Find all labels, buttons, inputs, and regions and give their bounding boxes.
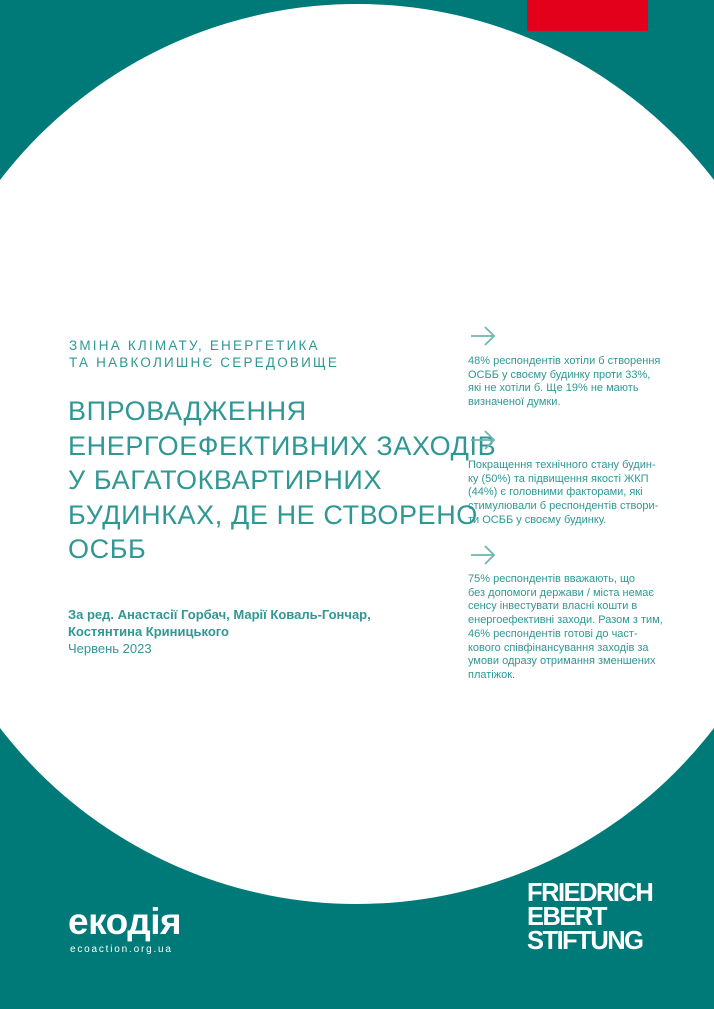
ekodia-logo	[68, 902, 181, 956]
fes-logo-line: STIFTUNG	[527, 927, 643, 955]
ekodia-wordmark: екодія	[68, 901, 182, 942]
arrow-right-icon	[470, 326, 496, 346]
key-point-line: ОСББ у своєму будинку проти 33%,	[468, 368, 651, 381]
key-point-3	[468, 573, 663, 683]
authors-line: Костянтина Криницького	[68, 624, 229, 639]
arrow-right-icon	[470, 430, 496, 450]
red-tab-decoration	[527, 0, 648, 31]
key-point-line: ку (50%) та підвищення якості ЖКП	[468, 472, 649, 485]
report-title	[68, 394, 497, 567]
fes-logo-line: EBERT	[527, 903, 606, 931]
ekodia-url: ecoaction.org.ua	[70, 944, 173, 955]
title-line: У БАГАТОКВАРТИРНИХ	[68, 465, 383, 495]
key-point-1	[468, 355, 660, 410]
key-point-2	[468, 459, 658, 528]
arrow-right-icon	[470, 545, 496, 565]
fes-logo	[527, 881, 652, 953]
key-point-line: умови одразу отримання зменшених	[468, 655, 656, 668]
fes-logo-line: FRIEDRICH	[527, 879, 653, 907]
key-point-line: визначеної думки.	[468, 396, 561, 409]
key-point-line: Покращення технічного стану будин-	[468, 459, 656, 471]
title-line: ОСББ	[68, 534, 147, 564]
key-point-line: стимулювали б респондентів створи-	[468, 500, 659, 513]
key-point-line: сенсу інвестувати власні кошти в	[468, 600, 638, 613]
authors	[68, 606, 371, 640]
key-point-line: 46% респондентів готові до част-	[468, 627, 638, 640]
series-line: ТА НАВКОЛИШНЄ СЕРЕДОВИЩЕ	[69, 355, 340, 370]
key-point-line: кового співфінансування заходів за	[468, 641, 649, 654]
key-point-line: енергоефективні заходи. Разом з тим,	[468, 614, 663, 627]
key-point-line: 48% респондентів хотіли б створення	[468, 355, 661, 367]
series-label	[69, 337, 339, 371]
key-point-line: 75% респондентів вважають, що	[468, 573, 636, 585]
key-point-line: які не хотіли б. Ще 19% не мають	[468, 382, 639, 395]
key-point-line: (44%) є головними факторами, які	[468, 486, 643, 499]
authors-line: За ред. Анастасії Горбач, Марії Коваль-Гончар,	[68, 607, 371, 622]
key-point-line: без допомоги держави / міста немає	[468, 586, 655, 599]
publication-date: Червень 2023	[68, 641, 152, 656]
series-line: ЗМІНА КЛІМАТУ, ЕНЕРГЕТИКА	[69, 338, 320, 353]
title-line: БУДИНКАХ, ДЕ НЕ СТВОРЕНО	[68, 499, 478, 530]
title-line: ВПРОВАДЖЕННЯ	[68, 396, 307, 426]
key-point-line: ти ОСББ у своєму будинку.	[468, 513, 607, 526]
title-line: ЕНЕРГОЕФЕКТИВНИХ ЗАХОДІВ	[68, 430, 497, 461]
key-point-line: платіжок.	[468, 668, 516, 681]
